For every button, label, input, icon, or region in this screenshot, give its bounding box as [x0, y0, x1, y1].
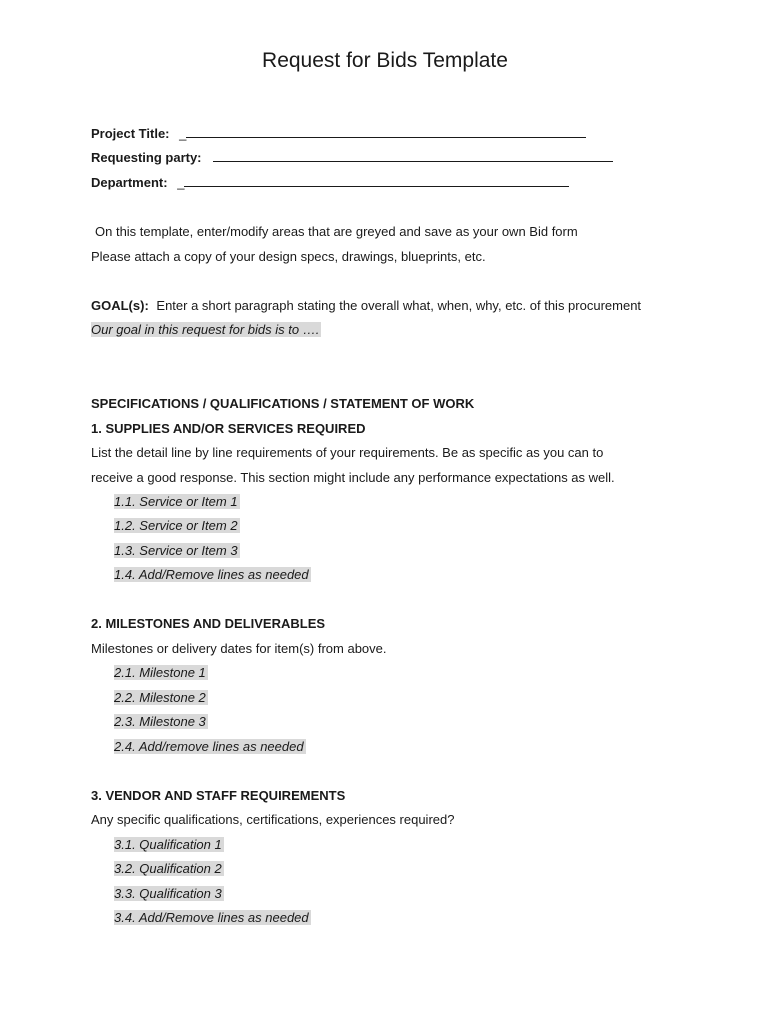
section-1-heading: 1. SUPPLIES AND/OR SERVICES REQUIRED — [91, 421, 366, 436]
project-title-blank[interactable] — [186, 125, 586, 138]
section-1-item-3[interactable]: 1.3. Service or Item 3 — [114, 543, 238, 558]
department-label: Department: — [91, 175, 168, 190]
goal-label: GOAL(s): — [91, 298, 149, 313]
goal-text: Enter a short paragraph stating the overall what, when, why, etc. of this procurement — [156, 298, 642, 313]
section-3-item-1[interactable]: 3.1. Qualification 1 — [114, 837, 222, 852]
section-3-desc-1: Any specific qualifications, certifications, experiences required? — [91, 812, 455, 827]
list-item — [114, 517, 240, 535]
document-title: Request for Bids Template — [262, 49, 508, 72]
project-title-label: Project Title: — [91, 126, 170, 141]
section-2-item-4[interactable]: 2.4. Add/remove lines as needed — [114, 739, 304, 754]
section-2-item-2[interactable]: 2.2. Milestone 2 — [114, 690, 206, 705]
list-item — [114, 909, 311, 927]
section-3-item-3[interactable]: 3.3. Qualification 3 — [114, 886, 222, 901]
section-1-item-4[interactable]: 1.4. Add/Remove lines as needed — [114, 567, 309, 582]
department-lead: _ — [177, 175, 185, 190]
list-item — [114, 493, 240, 511]
project-title-row — [91, 125, 586, 143]
instruction-line-2: Please attach a copy of your design specs, drawings, blueprints, etc. — [91, 249, 486, 264]
goal-placeholder[interactable]: Our goal in this request for bids is to …. — [91, 322, 320, 337]
section-2-desc-1: Milestones or delivery dates for item(s) from above. — [91, 641, 387, 656]
section-2-heading: 2. MILESTONES AND DELIVERABLES — [91, 616, 326, 631]
section-3-item-4[interactable]: 3.4. Add/Remove lines as needed — [114, 910, 309, 925]
list-item — [114, 836, 224, 854]
section-1-desc-1: List the detail line by line requirements of your requirements. Be as specific as you can to — [91, 445, 604, 460]
section-2-item-1[interactable]: 2.1. Milestone 1 — [114, 665, 206, 680]
department-row — [91, 174, 569, 192]
requesting-party-row — [91, 149, 613, 167]
section-3-heading: 3. VENDOR AND STAFF REQUIREMENTS — [91, 788, 346, 803]
goal-placeholder-row — [91, 321, 321, 339]
section-1-item-1[interactable]: 1.1. Service or Item 1 — [114, 494, 238, 509]
section-1-desc-2: receive a good response. This section might include any performance expectations as well. — [91, 470, 615, 485]
specs-heading: SPECIFICATIONS / QUALIFICATIONS / STATEMENT OF WORK — [91, 396, 475, 411]
list-item — [114, 542, 240, 560]
section-2-item-3[interactable]: 2.3. Milestone 3 — [114, 714, 206, 729]
list-item — [114, 885, 224, 903]
requesting-party-blank[interactable] — [213, 149, 613, 162]
requesting-party-label: Requesting party: — [91, 150, 202, 165]
list-item — [114, 738, 306, 756]
goal-row — [91, 297, 641, 315]
list-item — [114, 860, 224, 878]
list-item — [114, 689, 208, 707]
instruction-line-1: On this template, enter/modify areas that are greyed and save as your own Bid form — [95, 224, 578, 239]
section-1-item-2[interactable]: 1.2. Service or Item 2 — [114, 518, 238, 533]
list-item — [114, 664, 208, 682]
project-title-lead: _ — [179, 126, 187, 141]
section-3-item-2[interactable]: 3.2. Qualification 2 — [114, 861, 222, 876]
department-blank[interactable] — [184, 174, 569, 187]
list-item — [114, 566, 311, 584]
list-item — [114, 713, 208, 731]
